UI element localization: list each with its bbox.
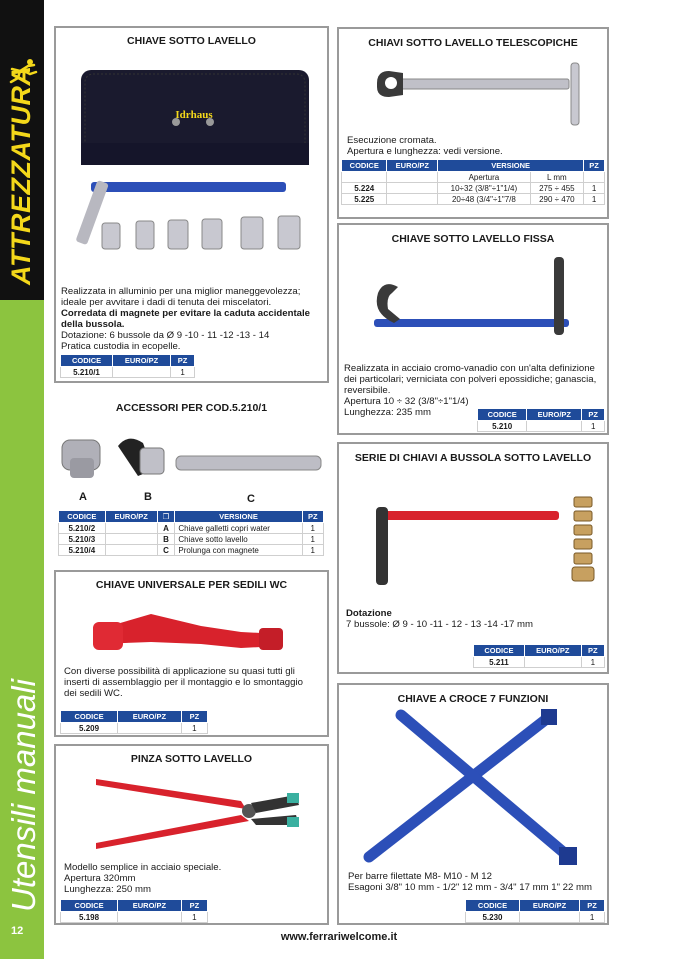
footer-url[interactable]: www.ferrariwelcome.it [280,931,398,943]
socket-set-image [364,489,604,584]
telescopiche-table: CODICE EURO/PZ VERSIONE PZ Apertura L mm 5.224 10÷32 (3/8"÷1"1/4) 275 ÷ 455 1 5.225 20÷48 (3/4"÷1"7/8 290 ÷ 470 1 [341,159,605,205]
page-number: 12 [11,925,24,937]
table-row: 5.230 1 [466,912,605,923]
product-description: Per barre filettate M8- M10 - M 12 Esagoni 3/8" 10 mm - 1/2" 12 mm - 3/4" 17 mm 1" 22 mm [348,871,592,893]
table-row: 5.224 10÷32 (3/8"÷1"1/4) 275 ÷ 455 1 [342,183,605,194]
label-c: C [247,493,255,505]
product-title: PINZA SOTTO LAVELLO [130,753,253,765]
product-telescopiche [337,27,609,219]
price-table: CODICE EURO/PZ PZ 5.211 1 [473,644,605,668]
telescopic-wrench-image [369,59,589,129]
kit-logo: Idrhaus [175,109,213,121]
product-fissa [337,223,609,435]
product-description: Realizzata in acciaio cromo-vanadio con un'alta definizione dei particolari; verniciata con polveri epossidiche; ganascia, reversibile. Apertura 10 ÷ 32 (3/8"÷1"1/4) Lunghezza: 235 mm [344,363,597,418]
price-table: CODICE EURO/PZ PZ 5.210 1 [477,408,605,432]
product-pinza [54,744,329,925]
table-row: 5.225 20÷48 (3/4"÷1"7/8 290 ÷ 470 1 [342,194,605,205]
fixed-wrench-image [364,253,584,343]
table-row: 5.211 1 [474,657,605,668]
product-croce [337,683,609,925]
product-description: Esecuzione cromata. Apertura e lunghezza: vedi versione. [347,135,503,157]
price-table: CODICE EURO/PZ PZ 5.230 1 [465,899,605,923]
table-row: 5.198 1 [61,912,208,923]
product-title: SERIE DI CHIAVI A BUSSOLA SOTTO LAVELLO [354,452,592,464]
table-row: 5.210/1 1 [61,367,195,378]
price-table: CODICE EURO/PZ PZ 5.209 1 [60,710,208,734]
accessori-title: ACCESSORI PER COD.5.210/1 [115,402,268,414]
product-title: CHIAVE A CROCE 7 FUNZIONI [397,693,549,705]
product-title: CHIAVE SOTTO LAVELLO [127,35,256,47]
wrench-kit-image [76,68,316,293]
product-description: Modello semplice in acciaio speciale. Apertura 320mm Lunghezza: 250 mm [64,862,222,895]
product-description: Con diverse possibilità di applicazione su quasi tutti gli inserti di assemblaggio per il montaggio e lo smontaggio dei sedili WC. [64,666,303,699]
box-icon: ❒ [162,512,170,521]
category-title: ATTREZZATURA [6,65,36,285]
table-row: 5.210/4 C Prolunga con magnete 1 [59,545,324,556]
product-description: Realizzata in alluminio per una miglior maneggevolezza; ideale per avvitare i dadi di tenuta dei miscelatori. Corredata di magnete per evitare la caduta accidentale della bussola. Dotazione: 6 bussole da Ø 9 -10 - 11 -12 -13 - 14 Pratica custodia in ecopelle. [61,286,311,352]
price-table: CODICE EURO/PZ PZ 5.198 1 [60,899,208,923]
table-row: 5.210/3 B Chiave sotto lavello 1 [59,534,324,545]
cross-wrench-image [359,707,589,865]
label-a: A [79,491,87,503]
product-chiave-sotto-lavello [54,26,329,383]
accessori-image [58,428,323,488]
table-row: 5.210 1 [478,421,605,432]
product-title: CHIAVE UNIVERSALE PER SEDILI WC [95,579,288,591]
accessori-table: CODICE EURO/PZ ❒ VERSIONE PZ 5.210/2 A Chiave galletti copri water 1 5.210/3 B Chiave sotto lavello 1 5.210/4 C Prolunga con magnete 1 [58,510,324,556]
wc-key-image [91,602,291,657]
product-title: CHIAVI SOTTO LAVELLO TELESCOPICHE [368,37,578,49]
product-serie [337,442,609,674]
pliers-image [91,771,301,851]
table-row: 5.209 1 [61,723,208,734]
product-description: Dotazione 7 bussole: Ø 9 - 10 -11 - 12 - 13 -14 -17 mm [346,608,533,630]
price-table: CODICE EURO/PZ PZ 5.210/1 1 [60,354,195,378]
section-title: Utensili manuali [5,679,42,912]
product-chiave-universale [54,570,329,737]
table-row: 5.210/2 A Chiave galletti copri water 1 [59,523,324,534]
product-title: CHIAVE SOTTO LAVELLO FISSA [391,233,555,245]
label-b: B [144,491,152,503]
